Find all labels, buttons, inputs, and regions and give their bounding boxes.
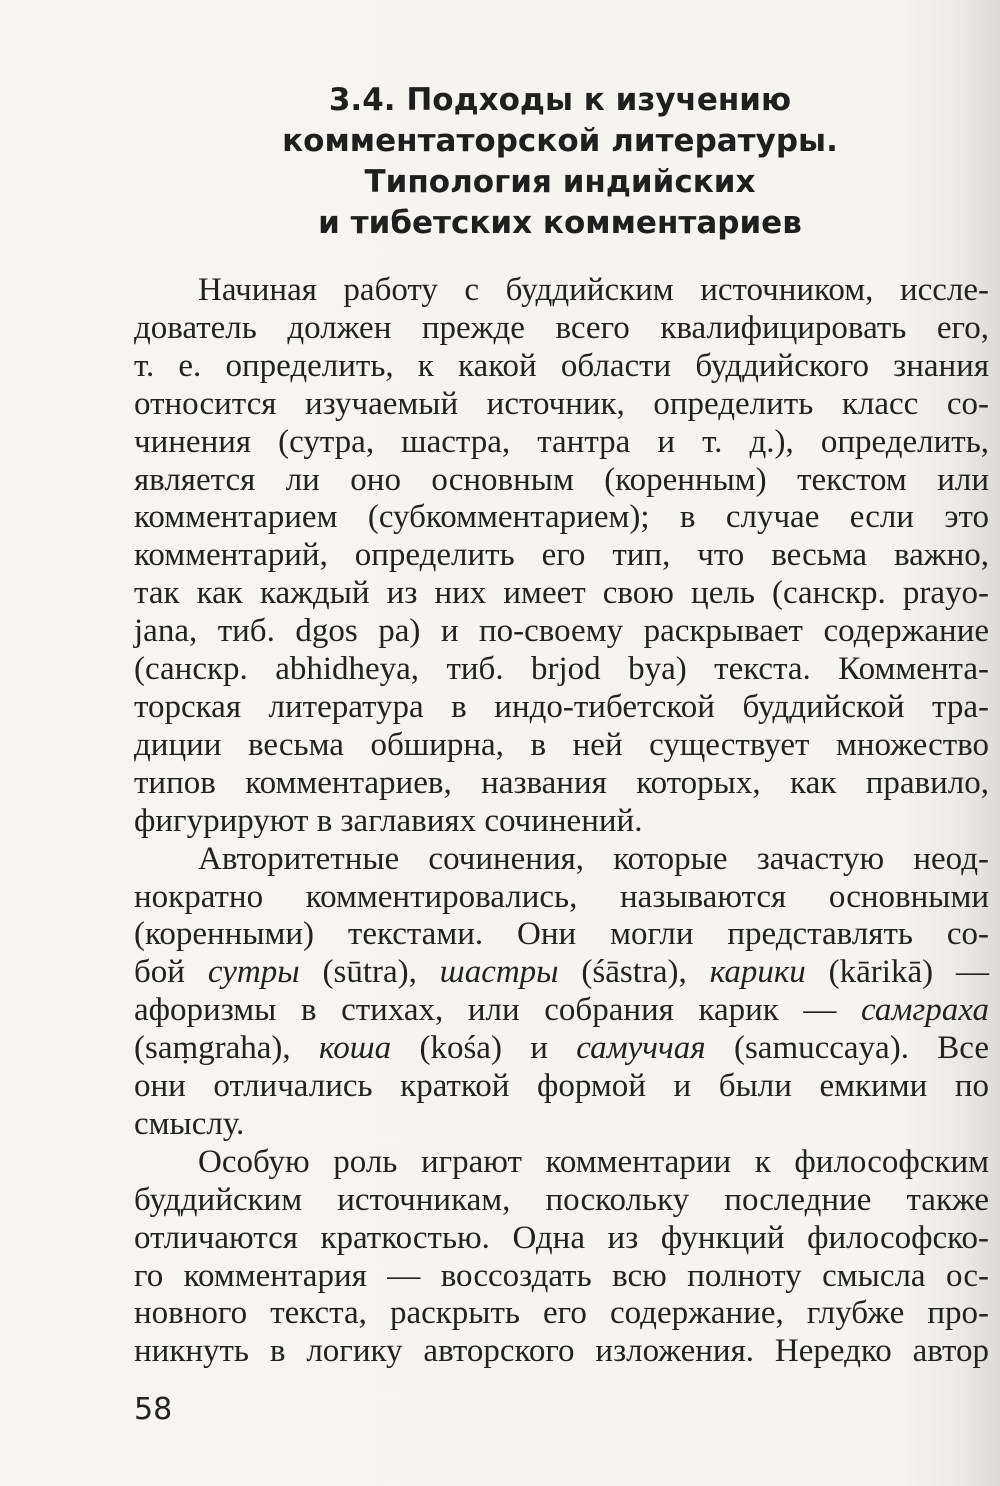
body-text	[134, 272, 989, 1371]
text-line: они отличались краткой формой и были емкими по	[134, 1068, 989, 1105]
text-line-rich	[134, 992, 989, 1030]
heading-line: Типология индийских	[364, 164, 756, 200]
text-line: (коренными) текстами. Они могли представлять со-	[134, 916, 989, 953]
text-line: торская литература в индо-тибетской буддийской тра-	[134, 688, 989, 725]
text-line: так как каждый из них имеет свою цель (санскр. prayo-	[134, 575, 989, 612]
text-run: (samuccaya). Все	[705, 1030, 989, 1067]
text-line: является ли оно основным (коренным) текстом или	[134, 461, 989, 498]
text-line: комментарием (субкомментарием); в случае если это	[134, 499, 989, 536]
text-line: чинения (сутра, шастра, тантра и т. д.), определить,	[134, 423, 989, 460]
heading-line: 3.4. Подходы к изучению	[328, 82, 792, 118]
text-line: никнуть в логику авторского изложения. Нередко автор	[134, 1333, 989, 1370]
text-run: (sūtra),	[299, 954, 440, 991]
text-line: дователь должен прежде всего квалифицировать его,	[134, 309, 989, 346]
text-line: jana, тиб. dgos pa) и по-своему раскрывает содержание	[134, 613, 989, 650]
text-line: отличаются краткостью. Одна из функций философско-	[134, 1219, 989, 1256]
text-line: буддийским источникам, поскольку последние также	[134, 1181, 989, 1218]
text-run: (kārikā) —	[805, 954, 989, 991]
italic-term: шастры	[439, 954, 559, 991]
text-line-rich	[134, 1030, 989, 1068]
page-number: 58	[134, 1392, 173, 1427]
text-run: афоризмы в стихах, или собрания карик —	[134, 992, 862, 1029]
text-line: относится изучаемый источник, определить класс со-	[134, 385, 989, 422]
text-line: комментарий, определить его тип, что весьма важно,	[134, 537, 989, 574]
text-line: Авторитетные сочинения, которые зачастую неод-	[198, 840, 989, 877]
section-heading	[140, 80, 980, 244]
text-run: (kośa) и	[391, 1030, 577, 1067]
text-line: т. е. определить, к какой области буддийского знания	[134, 347, 989, 384]
text-line: го комментария — воссоздать всю полноту смысла ос-	[134, 1257, 989, 1294]
text-line: смыслу.	[134, 1105, 245, 1142]
heading-line: комментаторской литературы.	[282, 123, 838, 159]
text-line: Особую роль играют комментарии к философским	[198, 1143, 989, 1180]
italic-term: самуччая	[576, 1030, 706, 1067]
italic-term: сутры	[207, 954, 300, 991]
text-line: типов комментариев, названия которых, как правило,	[134, 764, 989, 801]
italic-term: самграха	[861, 992, 989, 1029]
text-run: бой	[134, 954, 208, 991]
text-line: нократно комментировались, называются основными	[134, 878, 989, 915]
text-line-rich	[134, 954, 989, 992]
heading-line: и тибетских комментариев	[318, 205, 802, 241]
text-line: Начиная работу с буддийским источником, иссле-	[198, 272, 989, 308]
text-line: фигурируют в заглавиях сочинений.	[134, 802, 643, 839]
text-line: новного текста, раскрыть его содержание, глубже про-	[134, 1295, 989, 1332]
text-line: диции весьма обширна, в ней существует множество	[134, 726, 989, 763]
text-run: (saṃgraha),	[134, 1030, 320, 1067]
italic-term: карики	[709, 954, 806, 991]
text-run: (śāstra),	[558, 954, 710, 991]
text-line: (санскр. abhidheya, тиб. brjod bya) текста. Коммента-	[134, 651, 989, 688]
italic-term: коша	[319, 1030, 392, 1067]
